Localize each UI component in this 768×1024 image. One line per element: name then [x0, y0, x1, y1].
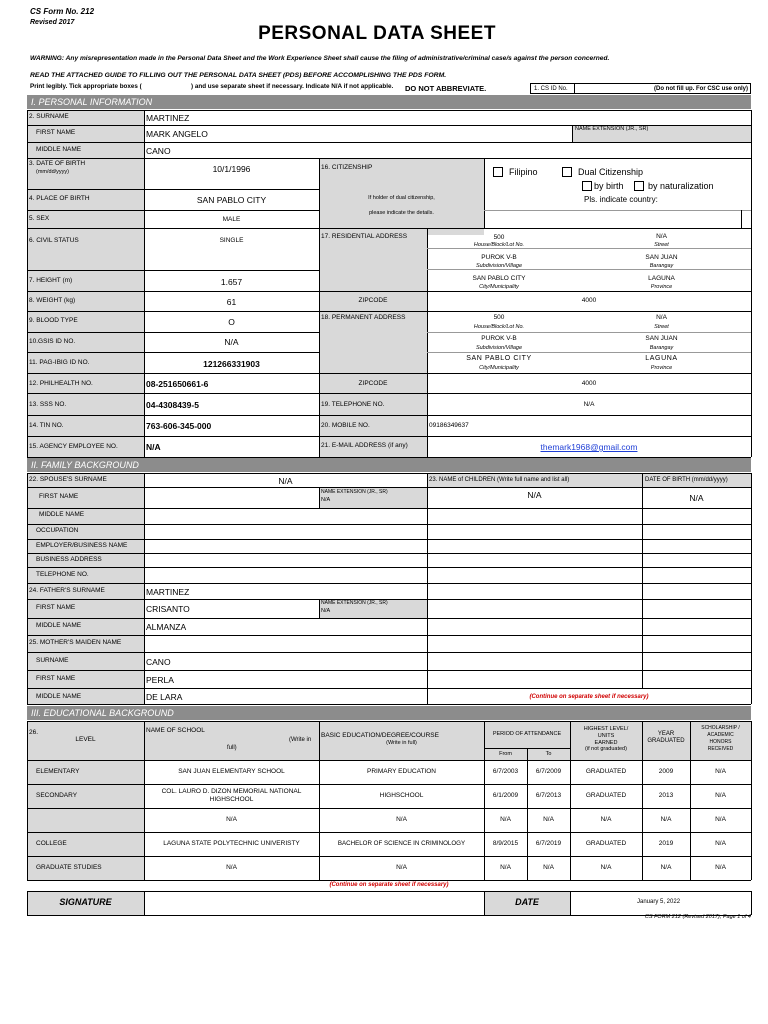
mobile-label: 20. MOBILE NO. [321, 422, 370, 429]
row-school[interactable]: SAN JUAN ELEMENTARY SCHOOL [178, 768, 285, 775]
by-naturalization-label: by naturalization [648, 181, 714, 191]
by-naturalization-checkbox[interactable] [634, 181, 644, 191]
by-birth-label: by birth [594, 181, 624, 191]
philhealth-value[interactable]: 08-251650661-6 [146, 379, 209, 389]
school-header: NAME OF SCHOOL [146, 727, 205, 734]
perm-brgy-value[interactable]: SAN JUAN [645, 335, 678, 342]
row-year[interactable]: N/A [660, 864, 672, 871]
height-value[interactable]: 1.657 [220, 277, 243, 287]
perm-city-value[interactable]: SAN PABLO CITY [466, 355, 532, 362]
sex-label: 5. SEX [29, 215, 50, 222]
signature-label: SIGNATURE [59, 897, 112, 907]
civil-status-label: 6. CIVIL STATUS [29, 237, 79, 244]
cs-id-label-box [530, 83, 575, 94]
height-label: 7. HEIGHT (m) [29, 277, 73, 284]
father-ext-value[interactable]: N/A [321, 608, 331, 614]
gsis-label: 10.GSIS ID NO. [29, 338, 76, 345]
row-year[interactable]: N/A [660, 816, 672, 823]
row-school[interactable]: N/A [226, 864, 237, 871]
read-guide-text: READ THE ATTACHED GUIDE TO FILLING OUT THE PERSONAL DATA SHEET (PDS) BEFORE ACCOMPLISHING THE PDS FORM. [30, 72, 447, 79]
dual-citizenship-label: Dual Citizenship [578, 167, 644, 177]
employer-label: EMPLOYER/BUSINESS NAME [36, 542, 128, 549]
school-header-write: (Write in [289, 737, 312, 743]
perm-zip-value[interactable]: 4000 [581, 380, 597, 387]
filipino-checkbox[interactable] [493, 167, 503, 177]
middle-name-value[interactable]: CANO [146, 146, 171, 156]
row-from[interactable]: 6/1/2009 [492, 792, 519, 799]
pagibig-value[interactable]: 121266331903 [203, 359, 260, 369]
spouse-middle-name-label: MIDDLE NAME [39, 511, 85, 518]
spouse-ext-value[interactable]: N/A [321, 497, 331, 503]
units-header-3: EARNED [594, 740, 618, 746]
family-telephone-label: TELEPHONE NO. [36, 571, 89, 578]
row-level: ELEMENTARY [36, 768, 80, 775]
form-number: CS Form No. 212 [30, 7, 95, 16]
perm-zip-label: ZIPCODE [358, 380, 388, 387]
res-house-value[interactable]: 500 [493, 234, 505, 241]
education-level-column [27, 760, 144, 880]
row-school[interactable]: COL. LAURO D. DIZON MEMORIAL NATIONAL [161, 788, 302, 795]
honors-header-3: HONORS [709, 739, 732, 745]
dual-citizenship-checkbox[interactable] [562, 167, 572, 177]
father-first-name-label: FIRST NAME [36, 604, 76, 611]
gsis-value[interactable]: N/A [224, 337, 239, 347]
row-school[interactable]: N/A [226, 816, 237, 823]
section-family-background: II. FAMILY BACKGROUND [27, 458, 751, 472]
page-title: PERSONAL DATA SHEET [258, 23, 496, 44]
philhealth-label: 12. PHILHEALTH NO. [29, 380, 93, 387]
row-units[interactable]: N/A [600, 864, 612, 871]
weight-label: 8. WEIGHT (kg) [29, 297, 76, 304]
period-header: PERIOD OF ATTENDANCE [492, 731, 562, 737]
education-num: 26. [29, 729, 39, 736]
perm-street-value[interactable]: N/A [656, 314, 667, 321]
res-city-sub: City/Municipality [479, 284, 519, 290]
cs-id-field[interactable] [574, 83, 751, 94]
father-ext-label: NAME EXTENSION (JR., SR) [321, 600, 388, 606]
perm-prov-value[interactable]: LAGUNA [645, 355, 678, 362]
agency-employee-label: 15. AGENCY EMPLOYEE NO. [29, 443, 118, 450]
agency-employee-value[interactable]: N/A [146, 442, 161, 452]
mother-first-name-label: FIRST NAME [36, 675, 76, 682]
section-educational-background: III. EDUCATIONAL BACKGROUND [27, 706, 751, 720]
level-header: LEVEL [75, 736, 96, 743]
row-course[interactable]: N/A [396, 864, 407, 871]
pob-label: 4. PLACE OF BIRTH [29, 195, 90, 202]
row-from[interactable]: 8/9/2015 [492, 840, 519, 847]
row-from[interactable]: N/A [500, 864, 511, 871]
dob-label: 3. DATE OF BIRTH [29, 160, 86, 167]
father-first-name-value[interactable]: CRISANTO [146, 604, 190, 614]
perm-house-value[interactable]: 500 [493, 314, 505, 321]
blood-type-label: 9. BLOOD TYPE [29, 317, 78, 324]
row-from[interactable]: N/A [500, 816, 511, 823]
res-house-sub: House/Block/Lot No. [473, 242, 525, 248]
res-zip-value[interactable]: 4000 [581, 297, 597, 304]
dob-format-label: (mm/dd/yyyy) [36, 169, 69, 175]
dual-note-2: please indicate the details. [369, 210, 434, 216]
civil-status-value[interactable]: SINGLE [219, 237, 244, 244]
res-prov-sub: Province [650, 284, 673, 290]
surname-label: 2. SURNAME [29, 113, 69, 120]
perm-house-sub: House/Block/Lot No. [473, 324, 525, 330]
children-label: 23. NAME of CHILDREN (Write full name and list all) [429, 477, 570, 483]
cs-id-label: 1. CS ID No. [534, 86, 568, 92]
father-middle-name-label: MIDDLE NAME [36, 622, 82, 629]
child-dob-label: DATE OF BIRTH (mm/dd/yyyy) [645, 477, 728, 483]
honors-header-1: SCHOLARSHIP / [701, 725, 740, 731]
res-street-value[interactable]: N/A [656, 233, 667, 240]
pob-value[interactable]: SAN PABLO CITY [196, 195, 267, 205]
row-year[interactable]: 2013 [658, 792, 674, 799]
citizenship-label: 16. CITIZENSHIP [321, 164, 373, 171]
father-surname-value[interactable]: MARTINEZ [146, 587, 190, 597]
name-extension-label: NAME EXTENSION (JR., SR) [575, 126, 649, 132]
warning-text: WARNING: Any misrepresentation made in the Personal Data Sheet and the Work Experience Sheet shall cause the filing of administrative/criminal case/s against the person concerned. [30, 55, 610, 62]
perm-city-sub: City/Municipality [479, 365, 519, 371]
row-units[interactable]: GRADUATED [585, 768, 627, 775]
row-course[interactable]: BACHELOR OF SCIENCE IN CRIMINOLOGY [337, 840, 466, 847]
signature-field[interactable] [145, 892, 483, 914]
row-course[interactable]: HIGHSCHOOL [379, 792, 424, 799]
res-city-value[interactable]: SAN PABLO CITY [472, 275, 526, 282]
sss-label: 13. SSS NO. [29, 401, 67, 408]
mother-surname-label: SURNAME [36, 657, 69, 664]
units-header-2: UNITS [597, 733, 615, 739]
honors-header-2: ACADEMIC [707, 732, 734, 738]
first-name-label: FIRST NAME [36, 129, 76, 136]
mother-first-name-value[interactable]: PERLA [146, 675, 174, 685]
row-honors[interactable]: N/A [715, 768, 726, 775]
email-label: 21. E-MAIL ADDRESS (if any) [321, 442, 408, 449]
residential-address-label: 17. RESIDENTIAL ADDRESS [321, 233, 408, 240]
course-header-note: (Write in full) [386, 740, 417, 746]
row-school[interactable]: LAGUNA STATE POLYTECHNIC UNIVERISTY [163, 840, 300, 847]
spouse-surname-label: 22. SPOUSE'S SURNAME [29, 476, 107, 483]
dob-value[interactable]: 10/1/1996 [212, 164, 251, 174]
middle-name-label: MIDDLE NAME [36, 146, 82, 153]
father-middle-name-value[interactable]: ALMANZA [146, 622, 187, 632]
row-to[interactable]: 6/7/2013 [535, 792, 562, 799]
row-units[interactable]: GRADUATED [585, 840, 627, 847]
mother-middle-name-label: MIDDLE NAME [36, 693, 82, 700]
to-header: To [545, 751, 552, 757]
row-to[interactable]: N/A [543, 816, 554, 823]
res-subd-value[interactable]: PUROK V-B [481, 254, 517, 261]
row-honors[interactable]: N/A [715, 864, 726, 871]
school-header-full: full) [227, 745, 237, 751]
occupation-label: OCCUPATION [36, 527, 79, 534]
perm-prov-sub: Province [650, 365, 673, 371]
res-subd-sub: Subdivision/Village [475, 263, 523, 269]
weight-value[interactable]: 61 [226, 297, 237, 307]
child-dob-value[interactable]: N/A [689, 493, 704, 503]
telephone-label: 19. TELEPHONE NO. [321, 401, 385, 408]
from-header: From [499, 751, 512, 757]
row-to[interactable]: N/A [543, 864, 554, 871]
course-header: BASIC EDUCATION/DEGREE/COURSE [321, 732, 439, 739]
children-value[interactable]: N/A [527, 490, 542, 500]
filipino-label: Filipino [509, 167, 538, 177]
email-value[interactable]: themark1968@gmail.com [540, 442, 638, 452]
units-header-4: (if not graduated) [585, 746, 627, 752]
mother-surname-value[interactable]: CANO [146, 657, 171, 667]
res-zip-label: ZIPCODE [358, 297, 388, 304]
business-address-label: BUSINESS ADDRESS [36, 556, 102, 563]
row-course[interactable]: N/A [396, 816, 407, 823]
res-brgy-sub: Barangay [649, 263, 674, 269]
family-continue-note: (Continue on separate sheet if necessary) [529, 694, 649, 700]
sss-value[interactable]: 04-4308439-5 [146, 400, 199, 410]
pagibig-label: 11. PAG-IBIG ID NO. [29, 359, 90, 366]
row-honors[interactable]: N/A [715, 792, 726, 799]
units-header-1: HIGHEST LEVEL/ [583, 726, 629, 732]
education-continue-note: (Continue on separate sheet if necessary) [329, 882, 449, 888]
perm-street-sub: Street [654, 324, 669, 330]
row-to[interactable]: 6/7/2009 [535, 768, 562, 775]
csc-note: (Do not fill up. For CSC use only) [654, 86, 748, 92]
row-honors[interactable]: N/A [715, 816, 726, 823]
row-units[interactable]: N/A [600, 816, 612, 823]
mother-maiden-label: 25. MOTHER'S MAIDEN NAME [29, 639, 122, 646]
perm-subd-value[interactable]: PUROK V-B [481, 335, 517, 342]
row-units[interactable]: GRADUATED [585, 792, 627, 799]
row-from[interactable]: 6/7/2003 [492, 768, 519, 775]
year-header-2: GRADUATED [647, 738, 685, 744]
row-school-line2[interactable]: HIGHSCHOOL [209, 796, 254, 803]
row-level: SECONDARY [36, 792, 78, 799]
date-value[interactable]: January 5, 2022 [637, 899, 681, 905]
spouse-ext-label: NAME EXTENSION (JR., SR) [321, 489, 388, 495]
surname-value[interactable]: MARTINEZ [146, 113, 190, 123]
row-level: GRADUATE STUDIES [36, 864, 102, 871]
res-prov-value[interactable]: LAGUNA [648, 275, 675, 282]
date-label: DATE [515, 897, 539, 907]
dual-note-1: If holder of dual citizenship, [368, 195, 435, 201]
res-street-sub: Street [654, 242, 669, 248]
sex-value[interactable]: MALE [222, 216, 241, 223]
telephone-value[interactable]: N/A [583, 401, 595, 408]
first-name-value[interactable]: MARK ANGELO [146, 129, 208, 139]
row-level: COLLEGE [36, 840, 67, 847]
form-revision: Revised 2017 [30, 19, 75, 26]
print-legibly-a: Print legibly. Tick appropriate boxes ( [30, 83, 142, 90]
honors-header-4: RECEIVED [707, 746, 734, 752]
tin-label: 14. TIN NO. [29, 422, 64, 429]
indicate-country-label: Pls. indicate country: [584, 195, 658, 204]
print-legibly-b: ) and use separate sheet if necessary. Indicate N/A if not applicable. [191, 83, 394, 90]
row-year[interactable]: 2009 [658, 768, 674, 775]
spouse-surname-value[interactable]: N/A [278, 476, 293, 486]
do-not-abbreviate: DO NOT ABBREVIATE. [405, 84, 487, 93]
row-to[interactable]: 6/7/2019 [535, 840, 562, 847]
by-birth-checkbox[interactable] [582, 181, 592, 191]
row-honors[interactable]: N/A [715, 840, 726, 847]
father-surname-label: 24. FATHER'S SURNAME [29, 587, 105, 594]
row-course[interactable]: PRIMARY EDUCATION [367, 768, 436, 775]
blood-type-value[interactable]: O [228, 317, 235, 327]
mother-middle-name-value[interactable]: DE LARA [146, 692, 183, 702]
tin-value[interactable]: 763-606-345-000 [146, 421, 212, 431]
perm-brgy-sub: Barangay [649, 345, 674, 351]
row-year[interactable]: 2019 [658, 840, 674, 847]
pds-form [27, 0, 751, 920]
permanent-address-label: 18. PERMANENT ADDRESS [321, 314, 406, 321]
spouse-first-name-label: FIRST NAME [39, 493, 79, 500]
section-personal-info: I. PERSONAL INFORMATION [27, 95, 751, 109]
perm-subd-sub: Subdivision/Village [475, 345, 523, 351]
mobile-value[interactable]: 09186349637 [429, 422, 469, 429]
res-brgy-value[interactable]: SAN JUAN [645, 254, 678, 261]
form-page-reference: CS FORM 212 (Revised 2017), Page 1 of 4 [644, 914, 751, 920]
year-header-1: YEAR [657, 731, 675, 737]
